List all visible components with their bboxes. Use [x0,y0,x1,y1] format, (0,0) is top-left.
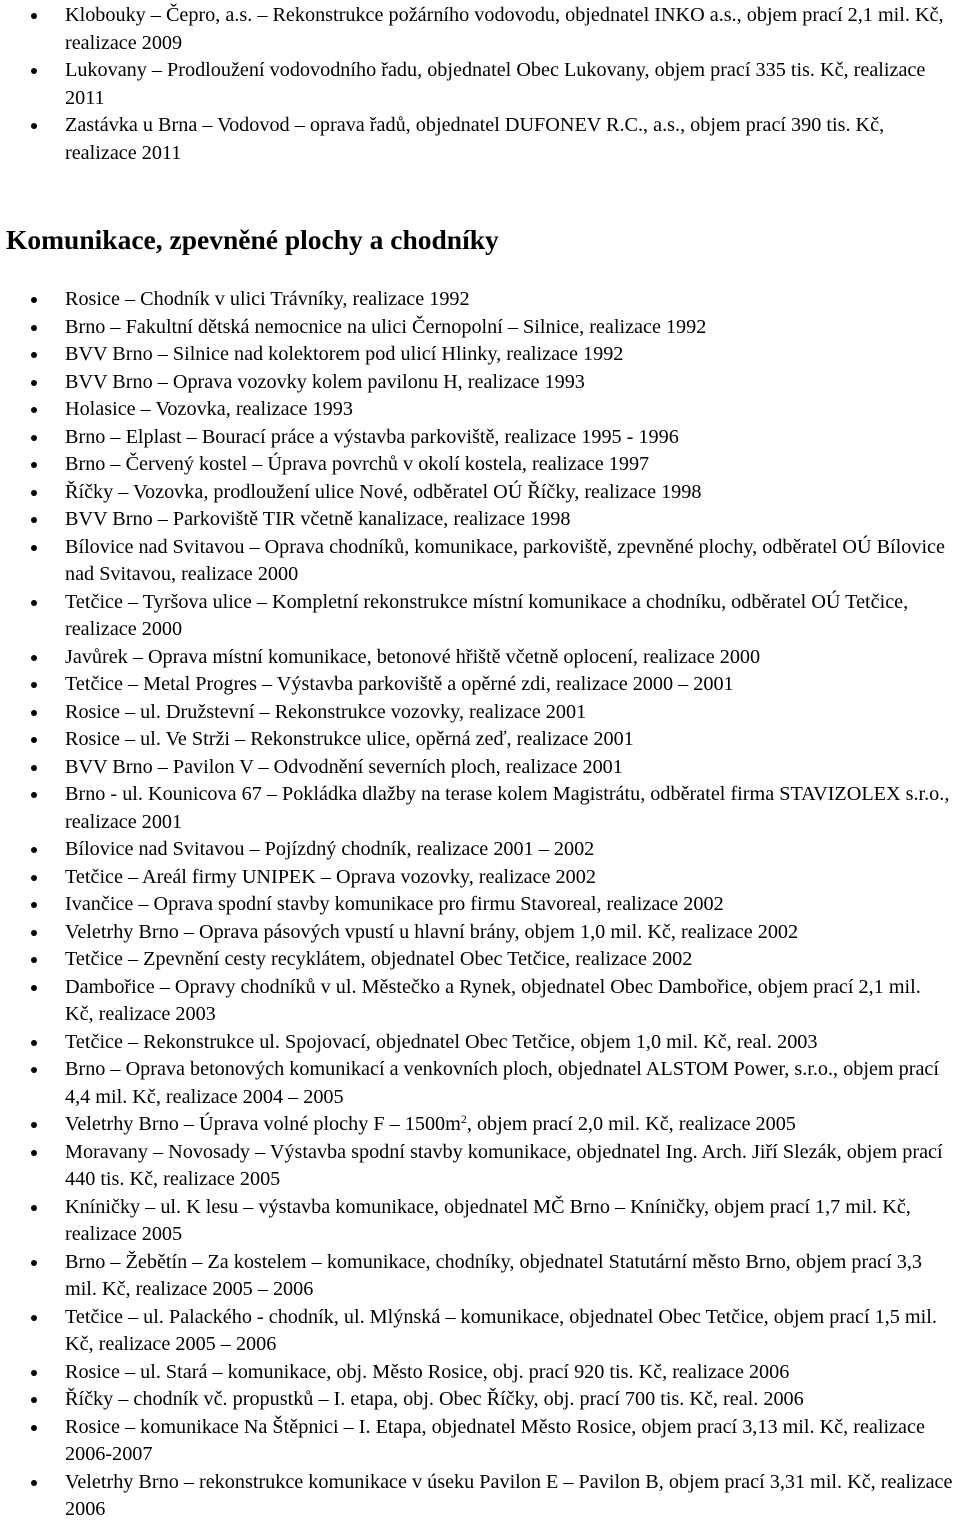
list-item-text: Tetčice – Metal Progres – Výstavba parkoviště a opěrné zdi, realizace 2000 – 2001 [65,673,734,695]
list-item [0,1249,960,1304]
list-item [0,1469,960,1524]
water-projects-list [0,2,960,167]
list-item [0,671,960,699]
list-item-text: Tetčice – Rekonstrukce ul. Spojovací, objednatel Obec Tetčice, objem 1,0 mil. Kč, real. 2003 [65,1030,818,1053]
bullet-icon [31,352,37,358]
list-item-text: Kníničky – ul. K lesu – výstavba komunikace, objednatel MČ Brno – Kníničky, objem prací 1,7 mil. Kč, realizace 2005 [65,1195,911,1245]
list-item-text: BVV Brno – Parkoviště TIR včetně kanalizace, realizace 1998 [65,508,571,530]
list-item-text: Veletrhy Brno – Úprava volné plochy F – 1500m [65,1113,461,1135]
list-item [0,341,960,369]
list-item-text: , objem prací 2,0 mil. Kč, realizace 2005 [466,1113,796,1135]
list-item [0,424,960,452]
list-item [0,754,960,782]
bullet-icon [31,737,37,743]
bullet-icon [31,517,37,523]
list-item-text: Klobouky – Čepro, a.s. – Rekonstrukce požárního vodovodu, objednatel INKO a.s., objem prací 2,1 mil. Kč, realizace 2009 [65,4,944,54]
list-item-text: Bílovice nad Svitavou – Oprava chodníků, komunikace, parkoviště, zpevněné plochy, odběratel OÚ Bílovice nad Svitavou, realizace 2000 [65,535,945,585]
list-item-text: Veletrhy Brno – rekonstrukce komunikace v úseku Pavilon E – Pavilon B, objem prací 3,31 mil. Kč, realizace 2006 [65,1470,953,1520]
bullet-icon [31,68,37,74]
list-item [0,589,960,644]
list-item-text: Lukovany – Prodloužení vodovodního řadu, objednatel Obec Lukovany, objem prací 335 tis. Kč, realizace 2011 [65,59,926,109]
list-item-text: Ivančice – Oprava spodní stavby komunikace pro firmu Stavoreal, realizace 2002 [65,893,724,915]
list-item-text: Brno – Žebětín – Za kostelem – komunikace, chodníky, objednatel Statutární město Brno, objem prací 3,3 mil. Kč, realizace 2005 – 2006 [65,1250,923,1300]
list-item [0,699,960,727]
list-item-text: Rosice – Chodník v ulici Trávníky, realizace 1992 [65,288,470,310]
bullet-icon [31,1067,37,1073]
list-item [0,946,960,974]
list-item-text: Rosice – ul. Ve Strži – Rekonstrukce ulice, opěrná zeď, realizace 2001 [65,728,634,750]
bullet-icon [31,1205,37,1211]
list-item [0,1414,960,1469]
bullet-icon [31,1370,37,1376]
list-item [0,506,960,534]
list-item [0,1386,960,1414]
bullet-icon [31,985,37,991]
list-item-text: Brno – Elplast – Bourací práce a výstavba parkoviště, realizace 1995 - 1996 [65,425,679,448]
bullet-icon [31,792,37,798]
bullet-icon [31,1480,37,1486]
bullet-icon [31,297,37,303]
list-item-text: BVV Brno – Silnice nad kolektorem pod ulicí Hlinky, realizace 1992 [65,343,624,365]
list-item [0,451,960,479]
list-item [0,919,960,947]
list-item-text: Rosice – komunikace Na Štěpnici – I. Etapa, objednatel Město Rosice, objem prací 3,13 mil. Kč, realizace 2006-2007 [65,1415,925,1465]
list-item [0,891,960,919]
list-item-text: BVV Brno – Oprava vozovky kolem pavilonu H, realizace 1993 [65,370,585,393]
list-item-text: Rosice – ul. Stará – komunikace, obj. Město Rosice, obj. prací 920 tis. Kč, realizace 2006 [65,1360,790,1383]
list-item-text: Bílovice nad Svitavou – Pojízdný chodník, realizace 2001 – 2002 [65,838,595,860]
list-item [0,286,960,314]
bullet-icon [31,325,37,331]
bullet-icon [31,1425,37,1431]
list-item-text: Zastávka u Brna – Vodovod – oprava řadů, objednatel DUFONEV R.C., a.s., objem prací 390 tis. Kč, realizace 2011 [65,114,885,164]
section-heading: Komunikace, zpevněné plochy a chodníky [6,224,499,255]
bullet-icon [31,655,37,661]
list-item [0,534,960,589]
list-item [0,1304,960,1359]
list-item-text: Tetčice – Zpevnění cesty recyklátem, objednatel Obec Tetčice, realizace 2002 [65,948,693,970]
list-item [0,1359,960,1387]
list-item [0,479,960,507]
bullet-icon [31,1040,37,1046]
bullet-icon [31,1150,37,1156]
bullet-icon [31,957,37,963]
list-item-text: Říčky – Vozovka, prodloužení ulice Nové, odběratel OÚ Říčky, realizace 1998 [65,480,702,503]
list-item-text: Tetčice – Areál firmy UNIPEK – Oprava vozovky, realizace 2002 [65,865,596,888]
list-item [0,112,960,167]
bullet-icon [31,902,37,908]
bullet-icon [31,930,37,936]
list-item [0,781,960,836]
list-item-text: Brno - ul. Kounicova 67 – Pokládka dlažby na terase kolem Magistrátu, odběratel firma STAVIZOLEX s.r.o., realizace 2001 [65,783,950,833]
list-item [0,864,960,892]
list-item [0,1194,960,1249]
list-item-text: Tetčice – Tyršova ulice – Kompletní rekonstrukce místní komunikace a chodníku, odběratel OÚ Tetčice, realizace 2000 [65,590,909,640]
list-item [0,1029,960,1057]
superscript: 2 [460,1112,467,1126]
bullet-icon [31,462,37,468]
bullet-icon [31,1397,37,1403]
list-item [0,57,960,112]
list-item-text: Rosice – ul. Družstevní – Rekonstrukce vozovky, realizace 2001 [65,700,587,723]
bullet-icon [31,600,37,606]
list-item [0,974,960,1029]
bullet-icon [31,710,37,716]
bullet-icon [31,847,37,853]
bullet-icon [31,1260,37,1266]
bullet-icon [31,380,37,386]
list-item-text: Brno – Oprava betonových komunikací a venkovních ploch, objednatel ALSTOM Power, s.r.o., objem prací 4,4 mil. Kč, realizace 2004 – 2005 [65,1058,939,1108]
bullet-icon [31,407,37,413]
bullet-icon [31,1122,37,1128]
bullet-icon [31,682,37,688]
list-item-text: Holasice – Vozovka, realizace 1993 [65,398,353,420]
list-item [0,1111,960,1139]
list-item [0,726,960,754]
bullet-icon [31,123,37,129]
bullet-icon [31,1315,37,1321]
bullet-icon [31,435,37,441]
bullet-icon [31,765,37,771]
roads-projects-list [0,286,960,1524]
list-item [0,2,960,57]
list-item-text: Tetčice – ul. Palackého - chodník, ul. Mlýnská – komunikace, objednatel Obec Tetčice, objem prací 1,5 mil. Kč, realizace 2005 – 2006 [65,1305,937,1355]
bullet-icon [31,545,37,551]
list-item-text: Javůrek – Oprava místní komunikace, betonové hřiště včetně oplocení, realizace 2000 [65,645,761,668]
list-item-text: Brno – Fakultní dětská nemocnice na ulici Černopolní – Silnice, realizace 1992 [65,315,707,338]
list-item [0,314,960,342]
list-item [0,1139,960,1194]
list-item-text: Dambořice – Opravy chodníků v ul. Městečko a Rynek, objednatel Obec Dambořice, objem prací 2,1 mil. Kč, realizace 2003 [65,975,921,1025]
bullet-icon [31,875,37,881]
list-item [0,396,960,424]
bullet-icon [31,490,37,496]
list-item [0,644,960,672]
list-item-text: Veletrhy Brno – Oprava pásových vpustí u hlavní brány, objem 1,0 mil. Kč, realizace 2002 [65,920,799,943]
list-item [0,369,960,397]
list-item-text: BVV Brno – Pavilon V – Odvodnění severních ploch, realizace 2001 [65,755,623,778]
list-item-text: Moravany – Novosady – Výstavba spodní stavby komunikace, objednatel Ing. Arch. Jiří Slezák, objem prací 440 tis. Kč, realizace 2005 [65,1140,943,1190]
bullet-icon [31,13,37,19]
list-item-text: Brno – Červený kostel – Úprava povrchů v okolí kostela, realizace 1997 [65,453,650,475]
list-item [0,1056,960,1111]
list-item-text: Říčky – chodník vč. propustků – I. etapa, obj. Obec Říčky, obj. prací 700 tis. Kč, real. 2006 [65,1388,804,1410]
list-item [0,836,960,864]
